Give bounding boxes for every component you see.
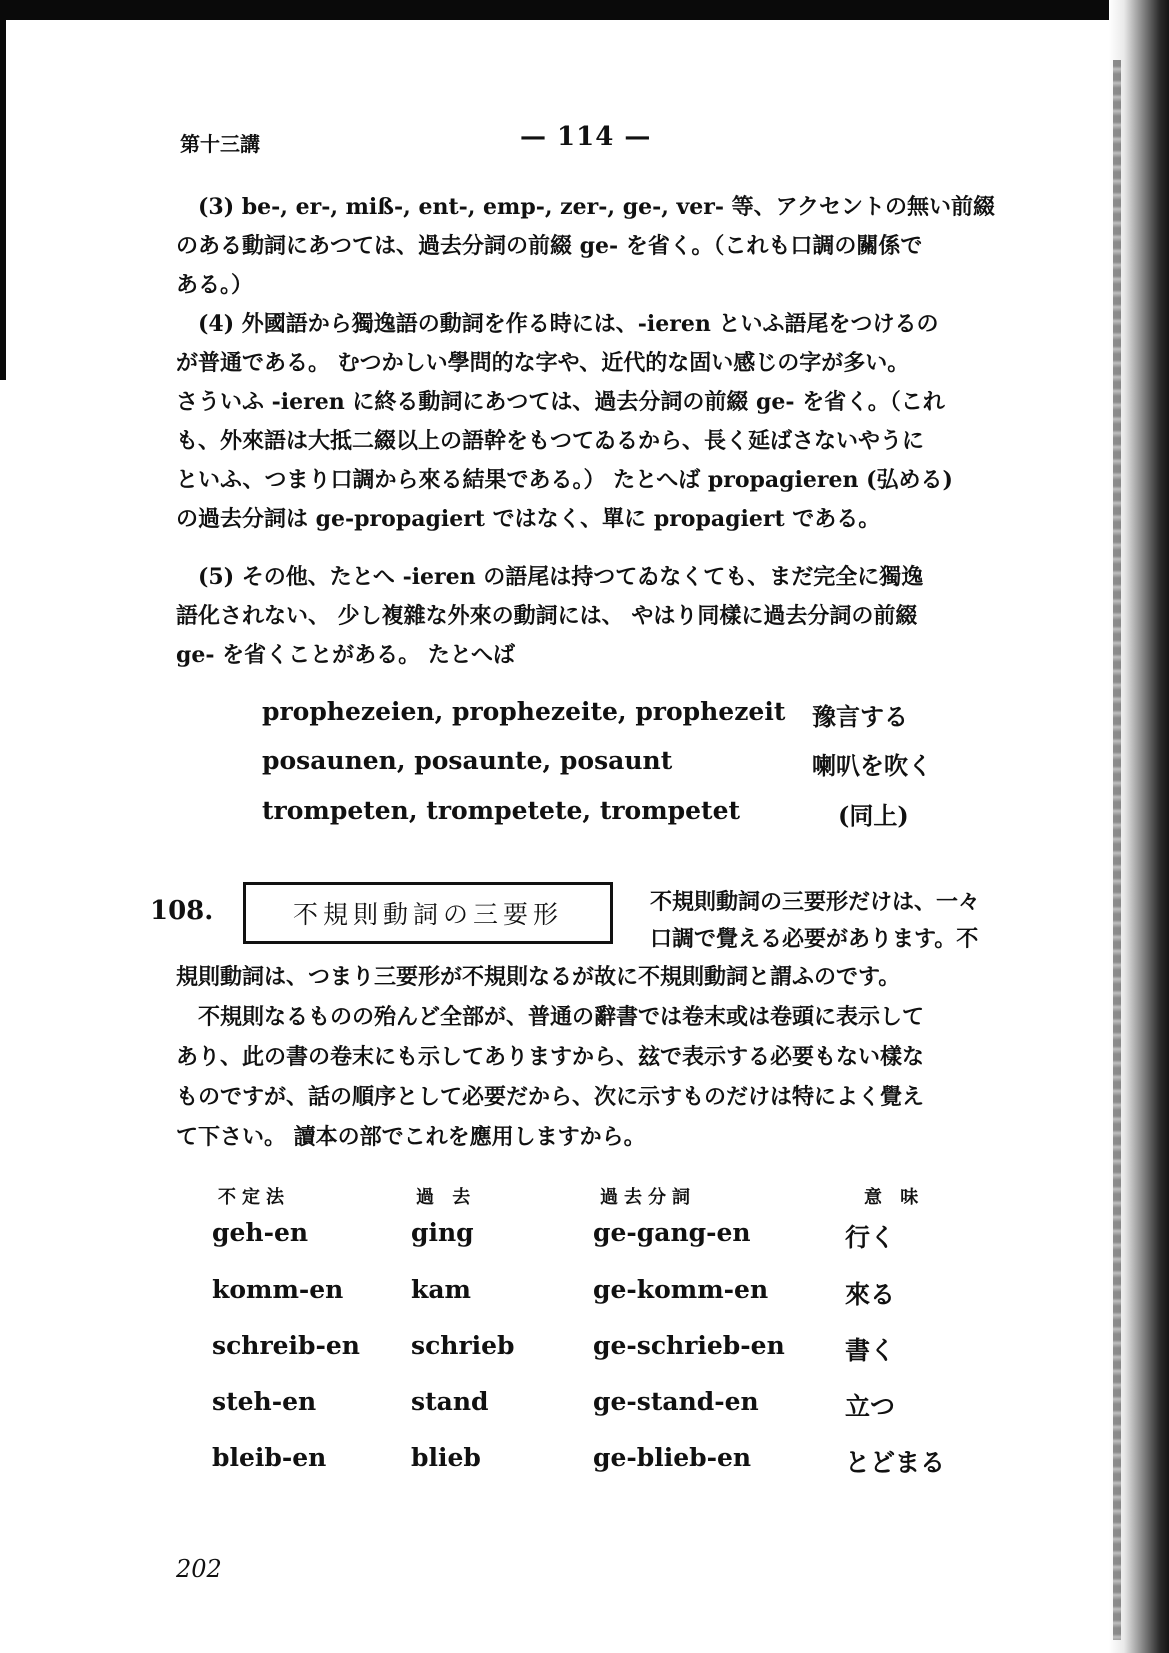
table-cell: ge-blieb-en xyxy=(593,1443,752,1472)
text-line: ある。） xyxy=(176,272,254,298)
table-cell: blieb xyxy=(411,1443,481,1472)
table-cell: steh-en xyxy=(212,1387,317,1416)
paragraph-4 xyxy=(176,305,1021,539)
text-line: といふ、つまり口調から來る結果である。） たとへば propagieren (弘める) xyxy=(176,467,953,493)
section-body xyxy=(176,957,1021,1157)
text-line: 不規則なるものの殆んど全部が、普通の辭書では卷末或は卷頭に表示して xyxy=(198,1004,925,1030)
page-number: 202 xyxy=(176,1555,222,1583)
text-line: が普通である。 むつかしい學問的な字や、近代的な固い感じの字が多い。 xyxy=(176,350,910,376)
text-line: のある動詞にあつては、過去分詞の前綴 ge- を省く。（これも口調の關係で xyxy=(176,233,923,259)
column-header: 不定法 xyxy=(218,1187,290,1208)
paragraph-5 xyxy=(176,558,1021,675)
text-line: 規則動詞は、つまり三要形が不規則なるが故に不規則動詞と謂ふのです。 xyxy=(176,964,901,990)
column-header: 過去分詞 xyxy=(600,1187,696,1208)
table-cell: bleib-en xyxy=(212,1443,327,1472)
text-line: (3) be-, er-, miß-, ent-, emp-, zer-, ge-, ver- 等、アクセントの無い前綴 xyxy=(198,194,996,220)
table-cell: ge-gang-en xyxy=(593,1218,751,1247)
section-title-box xyxy=(243,882,613,944)
page-marker: — 114 — xyxy=(520,122,652,152)
table-cell: geh-en xyxy=(212,1218,309,1247)
scan-page-edge-texture xyxy=(1113,60,1121,1640)
text-line: ものですが、話の順序として必要だから、次に示すものだけは特によく覺え xyxy=(176,1084,925,1110)
text-line: て下さい。 讀本の部でこれを應用しますから。 xyxy=(176,1124,646,1150)
text-line: の過去分詞は ge-propagiert ではなく、單に propagiert である。 xyxy=(176,506,881,532)
table-cell: schrieb xyxy=(411,1331,515,1360)
column-header: 過 去 xyxy=(416,1187,477,1208)
table-cell: komm-en xyxy=(212,1275,344,1304)
text-line: ge- を省くことがある。 たとへば xyxy=(176,642,515,668)
table-cell: 立つ xyxy=(845,1392,896,1421)
table-cell: 行く xyxy=(845,1223,896,1252)
text-line: 語化されない、 少し複雜な外來の動詞には、 やはり同樣に過去分詞の前綴 xyxy=(176,603,918,629)
table-cell: とどまる xyxy=(845,1448,946,1477)
table-cell: stand xyxy=(411,1387,489,1416)
text-line: (4) 外國語から獨逸語の動詞を作る時には、-ieren といふ語尾をつけるの xyxy=(198,311,939,337)
text-line: さういふ -ieren に終る動詞にあつては、過去分詞の前綴 ge- を省く。（これ xyxy=(176,389,945,415)
text-line: も、外來語は大抵二綴以上の語幹をもつてゐるから、長く延ばさないやうに xyxy=(176,428,925,454)
table-cell: schreib-en xyxy=(212,1331,360,1360)
column-header: 意 味 xyxy=(864,1187,925,1208)
chapter-label: 第十三講 xyxy=(180,132,260,156)
example-forms: prophezeien, prophezeite, prophezeit xyxy=(262,697,786,726)
scan-left-border xyxy=(0,0,6,380)
table-cell: ge-stand-en xyxy=(593,1387,759,1416)
table-cell: kam xyxy=(411,1275,471,1304)
example-meaning: 喇叭を吹く xyxy=(812,751,932,780)
section-number: 108. xyxy=(150,896,214,926)
example-forms: posaunen, posaunte, posaunt xyxy=(262,746,673,775)
table-cell: ge-komm-en xyxy=(593,1275,769,1304)
section-title: 不規則動詞の三要形 xyxy=(292,900,563,929)
table-cell: 來る xyxy=(845,1280,896,1309)
paragraph-3 xyxy=(176,188,1021,305)
text-line: (5) その他、たとへ -ieren の語尾は持つてゐなくても、まだ完全に獨逸 xyxy=(198,564,924,590)
example-meaning: (同上) xyxy=(838,801,909,830)
text-line: 不規則動詞の三要形だけは、一々 xyxy=(650,889,981,915)
table-cell: ge-schrieb-en xyxy=(593,1331,785,1360)
example-meaning: 豫言する xyxy=(812,702,908,731)
section-intro xyxy=(650,884,1030,958)
example-forms: trompeten, trompetete, trompetet xyxy=(262,796,741,825)
scan-top-border xyxy=(0,0,1169,20)
table-cell: ging xyxy=(411,1218,474,1247)
text-line: 口調で覺える必要があります。不 xyxy=(650,926,979,952)
table-cell: 書く xyxy=(845,1336,896,1365)
text-line: あり、此の書の卷末にも示してありますから、玆で表示する必要もない樣な xyxy=(176,1044,925,1070)
